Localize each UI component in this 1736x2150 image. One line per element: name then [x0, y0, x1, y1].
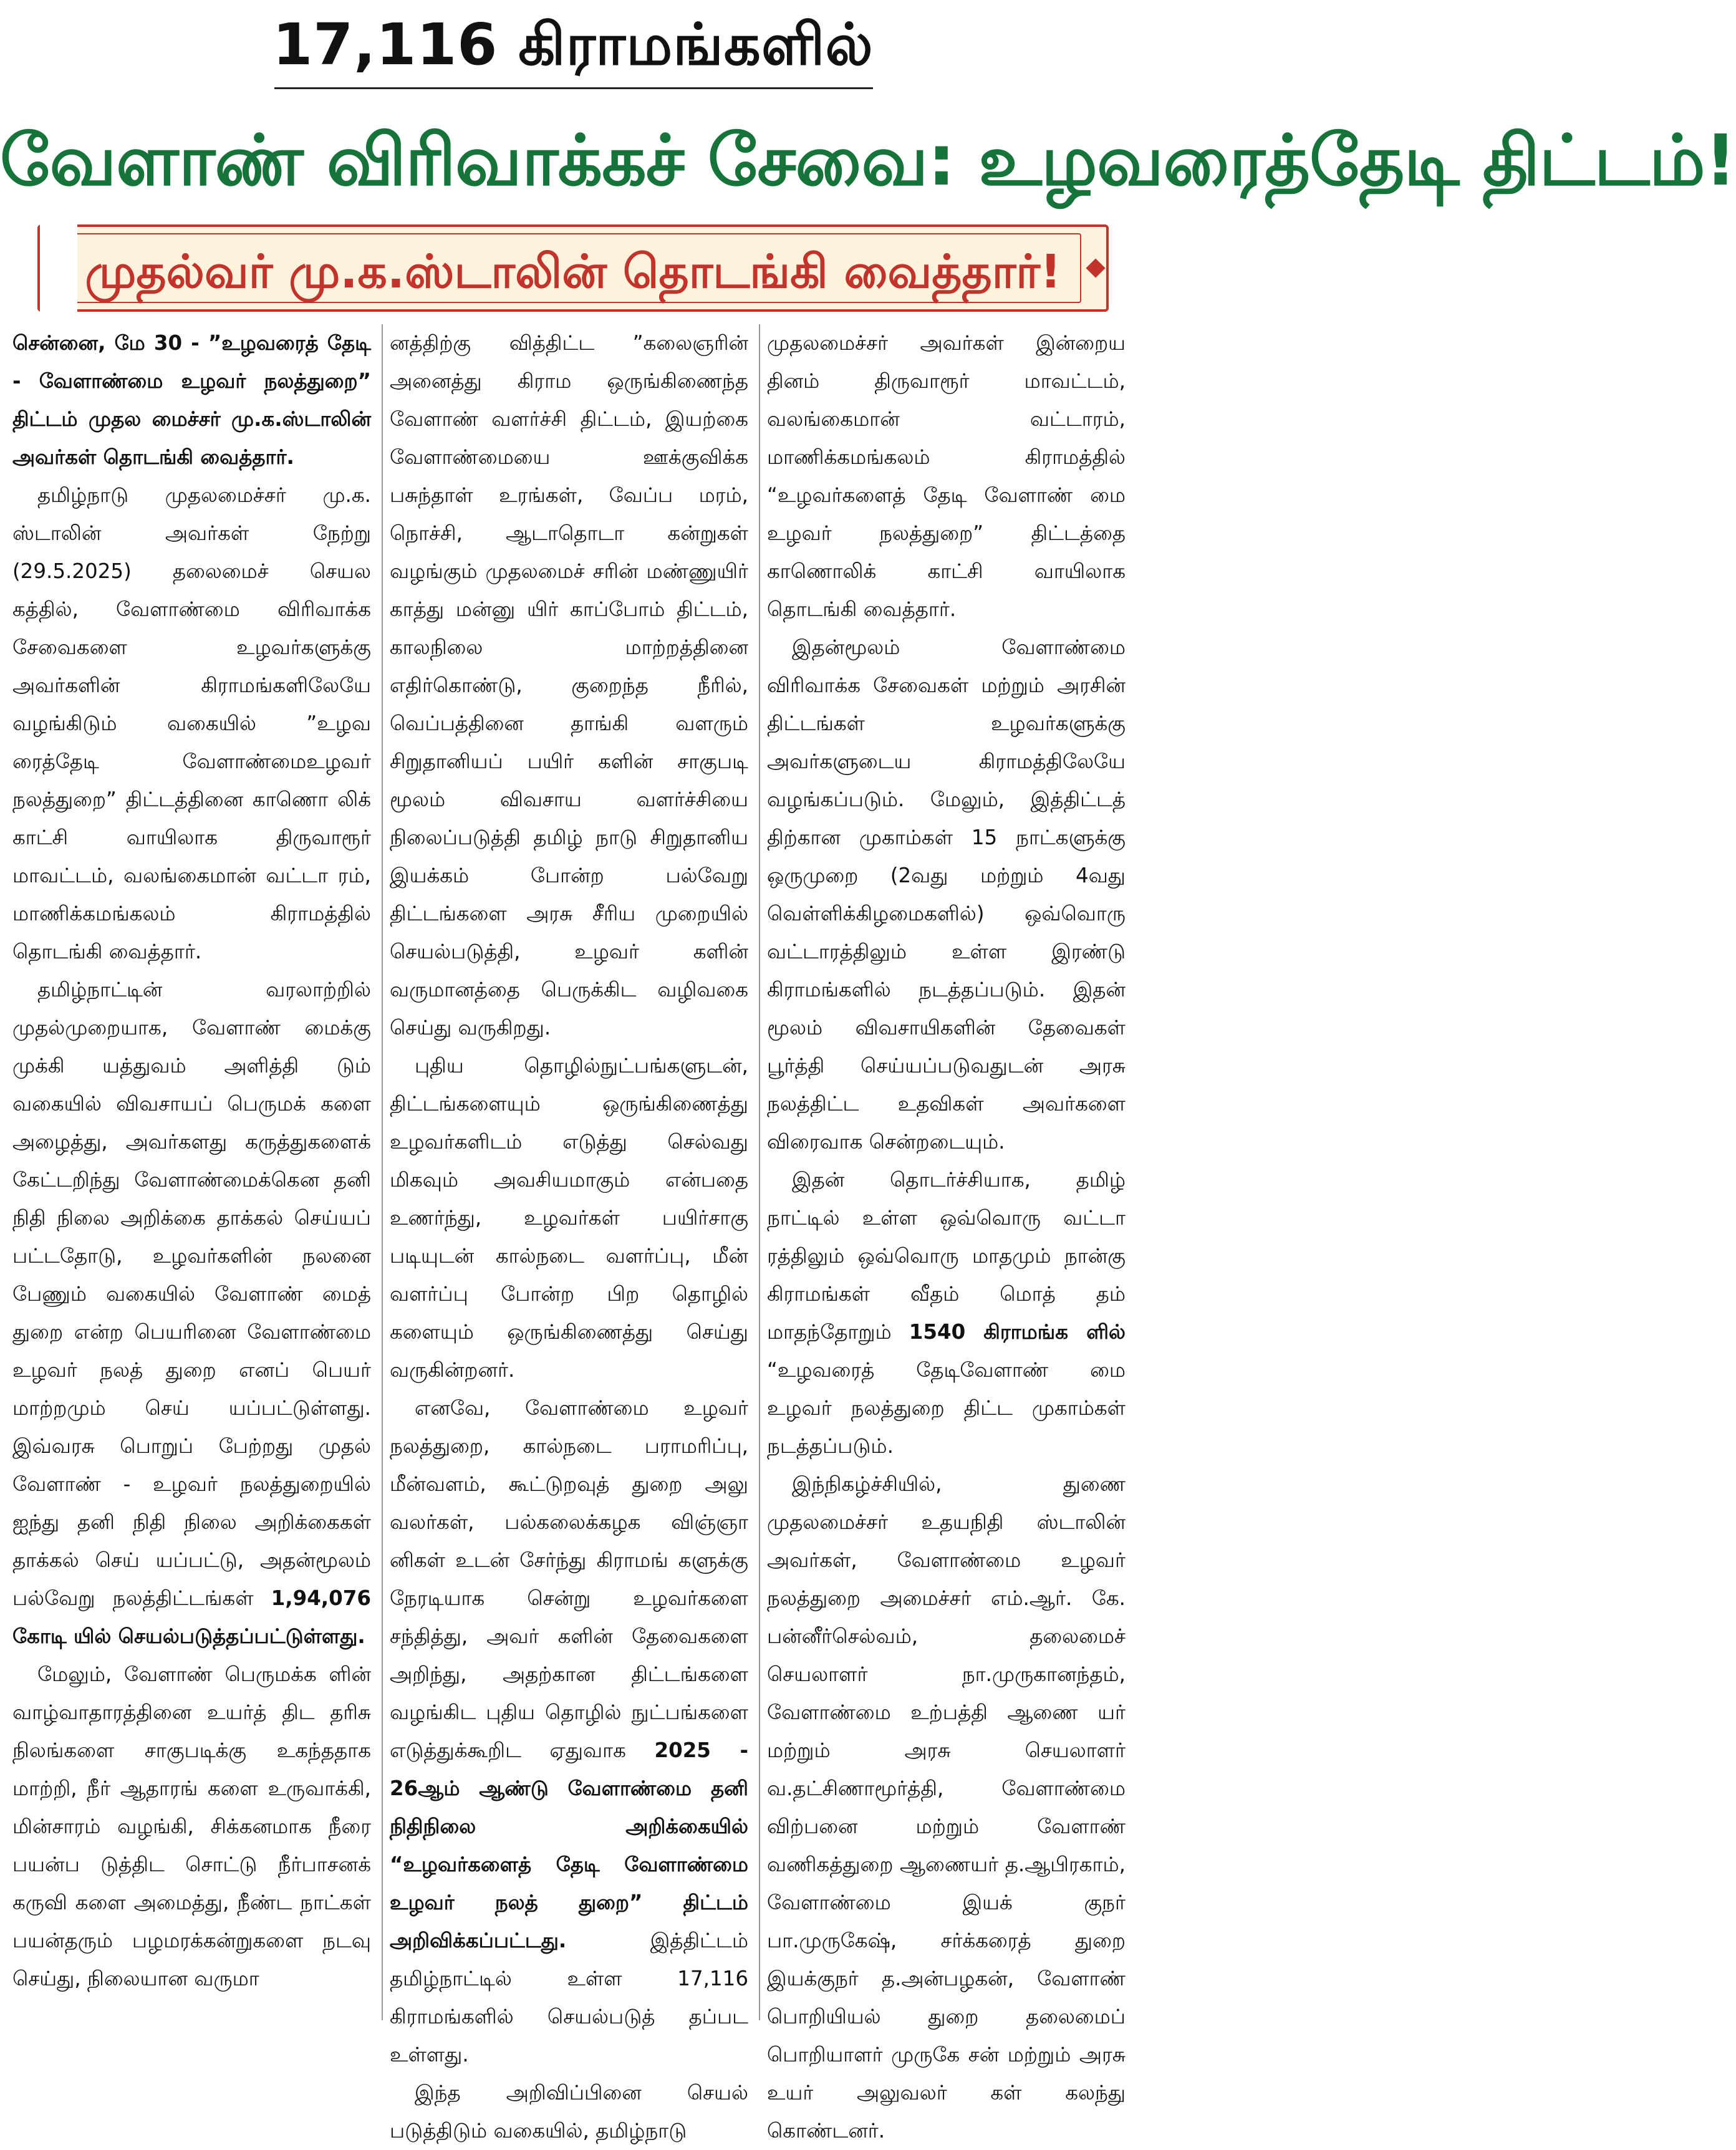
article-paragraph	[767, 1161, 1126, 1465]
paragraph-bold-text: 1,94,076 கோடி யில் செயல்படுத்தப்பட்டுள்ளது.	[12, 1586, 371, 1648]
article-column-2	[390, 324, 748, 2143]
kicker-heading: 17,116 கிராமங்களில்	[272, 11, 874, 78]
paragraph-text: இந்த அறிவிப்பினை செயல் படுத்திடும் வகையில், தமிழ்நாடு	[390, 2081, 748, 2143]
paragraph-text: முதலமைச்சர் அவர்கள் இன்றைய தினம் திருவாரூர் மாவட்டம், வலங்கைமான் வட்டாரம், மாணிக்கமங்கலம் கிராமத்தில் “உழவர்களைத் தேடி வேளாண் மை உழவர் நலத்துறை” திட்டத்தை காணொலிக் காட்சி வாயிலாக தொடங்கி வைத்தார்.	[767, 331, 1126, 621]
paragraph-text: இதன்மூலம் வேளாண்மை விரிவாக்க சேவைகள் மற்றும் அரசின் திட்டங்கள் உழவர்களுக்கு அவர்களுடைய கிராமத்திலேயே வழங்கப்படும். மேலும், இத்திட்டத் திற்கான முகாம்கள் 15 நாட்களுக்கு ஒருமுறை (2வது மற்றும் 4வது வெள்ளிக்கிழமைகளில்) ஒவ்வொரு வட்டாரத்திலும் உள்ள இரண்டு கிராமங்களில் நடத்தப்படும். இதன் மூலம் விவசாயிகளின் தேவைகள் பூர்த்தி செய்யப்படுவதுடன் அரசு நலத்திட்ட உதவிகள் அவர்களை விரைவாக சென்றடையும்.	[767, 635, 1126, 1154]
subheadline-banner	[37, 224, 1109, 312]
paragraph-text: இத்திட்டம் தமிழ்நாட்டில் உள்ள 17,116 கிராமங்களில் செயல்படுத் தப்பட உள்ளது.	[390, 1929, 748, 2066]
banner-text: முதல்வர் மு.க.ஸ்டாலின் தொடங்கி வைத்தார்!	[85, 245, 1061, 299]
paragraph-text: னத்திற்கு வித்திட்ட ”கலைஞரின் அனைத்து கிராம ஒருங்கிணைந்த வேளாண் வளர்ச்சி திட்டம், இயற்கை வேளாண்மையை ஊக்குவிக்க பசுந்தாள் உரங்கள், வேப்ப மரம், நொச்சி, ஆடாதொடா கன்றுகள் வழங்கும் முதலமைச் சரின் மண்ணுயிர் காத்து மன்னு யிர் காப்போம் திட்டம், காலநிலை மாற்றத்தினை எதிர்கொண்டு, குறைந்த நீரில், வெப்பத்தினை தாங்கி வளரும் சிறுதானியப் பயிர் களின் சாகுபடி மூலம் விவசாய வளர்ச்சியை நிலைப்படுத்தி தமிழ் நாடு சிறுதானிய இயக்கம் போன்ற பல்வேறு திட்டங்களை அரசு சீரிய முறையில் செயல்படுத்தி, உழவர் களின் வருமானத்தை பெருக்கிட வழிவகை செய்து வருகிறது.	[390, 331, 748, 1039]
paragraph-text: இந்நிகழ்ச்சியில், துணை முதலமைச்சர் உதயநிதி ஸ்டாலின் அவர்கள், வேளாண்மை உழவர் நலத்துறை அமைச்சர் எம்.ஆர். கே. பன்னீர்செல்வம், தலைமைச் செயலாளர் நா.முருகானந்தம், வேளாண்மை உற்பத்தி ஆணை யர் மற்றும் அரசு செயலாளர் வ.தட்சிணாமூர்த்தி, வேளாண்மை விற்பனை மற்றும் வேளாண் வணிகத்துறை ஆணையர் த.ஆபிரகாம், வேளாண்மை இயக் குநர் பா.முருகேஷ், சர்க்கரைத் துறை இயக்குநர் த.அன்பழகன், வேளாண் பொறியியல் துறை தலைமைப் பொறியாளர் முருகே சன் மற்றும் அரசு உயர் அலுவலர் கள் கலந்து கொண்டனர்.	[767, 1472, 1126, 2143]
paragraph-text: புதிய தொழில்நுட்பங்களுடன், திட்டங்களையும் ஒருங்கிணைத்து உழவர்களிடம் எடுத்து செல்வது மிகவும் அவசியமாகும் என்பதை உணர்ந்து, உழவர்கள் பயிர்சாகு படியுடன் கால்நடை வளர்ப்பு, மீன் வளர்ப்பு போன்ற பிற தொழில் களையும் ஒருங்கிணைத்து செய்து வருகின்றனர்.	[390, 1054, 748, 1382]
article-paragraph	[12, 476, 371, 971]
paragraph-bold-text: 1540 கிராமங்க ளில்	[909, 1320, 1126, 1344]
article-paragraph	[390, 324, 748, 1047]
paragraph-text: சென்னை, மே 30 - ”உழவரைத் தேடி - வேளாண்மை உழவர் நலத்துறை” திட்டம் முதல மைச்சர் மு.க.ஸ்டாலின் அவர்கள் தொடங்கி வைத்தார்.	[12, 331, 371, 469]
paragraph-text: தமிழ்நாடு முதலமைச்சர் மு.க. ஸ்டாலின் அவர்கள் நேற்று (29.5.2025) தலைமைச் செயல கத்தில், வேளாண்மை விரிவாக்க சேவைகளை உழவர்களுக்கு அவர்களின் கிராமங்களிலேயே வழங்கிடும் வகையில் ”உழவ ரைத்தேடி வேளாண்மைஉழவர் நலத்துறை” திட்டத்தினை காணொ லிக் காட்சி வாயிலாக திருவாரூர் மாவட்டம், வலங்கைமான் வட்டா ரம், மாணிக்கமங்கலம் கிராமத்தில் தொடங்கி வைத்தார்.	[12, 483, 371, 963]
article-paragraph	[390, 1389, 748, 2074]
paragraph-bold-text: 2025 - 26ஆம் ஆண்டு வேளாண்மை தனி நிதிநிலை அறிக்கையில் “உழவர்களைத் தேடி வேளாண்மை உழவர் நலத் துறை” திட்டம் அறிவிக்கப்பட்டது.	[390, 1738, 748, 1952]
paragraph-text: இதன் தொடர்ச்சியாக, தமிழ் நாட்டில் உள்ள ஒவ்வொரு வட்டா ரத்திலும் ஒவ்வொரு மாதமும் நான்கு கிராமங்கள் வீதம் மொத் தம் மாதந்தோறும்	[767, 1168, 1126, 1344]
paragraph-text: எனவே, வேளாண்மை உழவர் நலத்துறை, கால்நடை பராமரிப்பு, மீன்வளம், கூட்டுறவுத் துறை அலு வலர்கள், பல்கலைக்கழக விஞ்ஞா னிகள் உடன் சேர்ந்து கிராமங் களுக்கு நேரடியாக சென்று உழவர்களை சந்தித்து, அவர் களின் தேவைகளை அறிந்து, அதற்கான திட்டங்களை வழங்கிட புதிய தொழில் நுட்பங்களை எடுத்துக்கூறிட ஏதுவாக	[390, 1396, 748, 1762]
kicker-underline	[274, 87, 873, 89]
article-paragraph	[390, 2074, 748, 2150]
article-column-1	[12, 324, 371, 2020]
banner-right-ornament-icon	[1086, 258, 1105, 277]
paragraph-text: மேலும், வேளாண் பெருமக்க ளின் வாழ்வாதாரத்தினை உயர்த் திட தரிசு நிலங்களை சாகுபடிக்கு உகந்ததாக மாற்றி, நீர் ஆதாரங் களை உருவாக்கி, மின்சாரம் வழங்கி, சிக்கனமாக நீரை பயன்ப டுத்திட சொட்டு நீர்பாசனக் கருவி களை அமைத்து, நீண்ட நாட்கள் பயன்தரும் பழமரக்கன்றுகளை நடவு செய்து, நிலையான வருமா	[12, 1662, 371, 1990]
main-headline: வேளாண் விரிவாக்கச் சேவை: உழவரைத்தேடி திட்டம்!	[0, 120, 1736, 201]
article-paragraph	[12, 324, 371, 476]
article-paragraph	[390, 1047, 748, 1389]
paragraph-text: தமிழ்நாட்டின் வரலாற்றில் முதல்முறையாக, வேளாண் மைக்கு முக்கி யத்துவம் அளித்தி டும் வகையில் விவசாயப் பெருமக் களை அழைத்து, அவர்களது கருத்துகளைக் கேட்டறிந்து வேளாண்மைக்கென தனி நிதி நிலை அறிக்கை தாக்கல் செய்யப் பட்டதோடு, உழவர்களின் நலனை பேணும் வகையில் வேளாண் மைத் துறை என்ற பெயரினை வேளாண்மை உழவர் நலத் துறை எனப் பெயர் மாற்றமும் செய் யப்பட்டுள்ளது. இவ்வரசு பொறுப் பேற்றது முதல் வேளாண் - உழவர் நலத்துறையில் ஐந்து தனி நிதி நிலை அறிக்கைகள் தாக்கல் செய் யப்பட்டு, அதன்மூலம் பல்வேறு நலத்திட்டங்கள்	[12, 978, 371, 1610]
article-paragraph	[12, 1656, 371, 1998]
article-paragraph	[767, 324, 1126, 629]
article-paragraph	[12, 971, 371, 1656]
article-paragraph	[767, 629, 1126, 1161]
banner-left-ornament-icon	[41, 258, 60, 277]
article-column-3	[767, 324, 1126, 2143]
banner-inner-border	[65, 233, 1081, 303]
article-paragraph	[767, 1465, 1126, 2150]
paragraph-text: “உழவரைத் தேடிவேளாண் மை உழவர் நலத்துறை திட்ட முகாம்கள் நடத்தப்படும்.	[767, 1358, 1126, 1458]
article-body	[12, 324, 1134, 2143]
